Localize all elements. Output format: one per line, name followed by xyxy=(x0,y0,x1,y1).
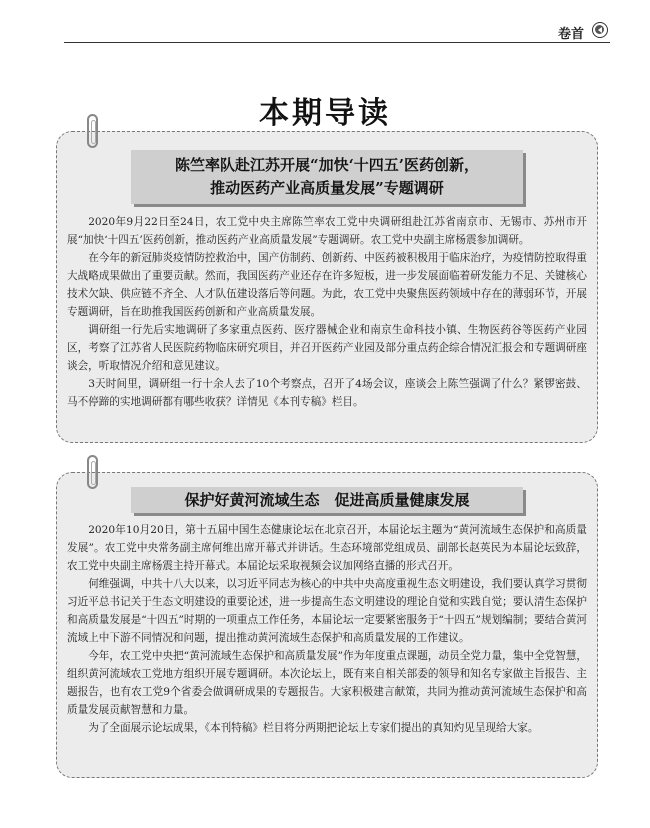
article-1-title xyxy=(131,150,523,204)
article-1-title-line-2: 推动医药产业高质量发展”专题调研 xyxy=(210,179,444,197)
article-2-body xyxy=(67,521,587,737)
article-card-2 xyxy=(56,472,598,778)
page-title: 本期导读 xyxy=(259,96,391,131)
section-label: 卷首 xyxy=(557,27,584,42)
article-2-title: 保护好黄河流域生态 促进高质量健康发展 xyxy=(131,487,523,513)
article-2-paragraph: 今年，农工党中央把“黄河流域生态保护和高质量发展”作为年度重点课题，动员全党力量，集中全党智慧，组织黄河流域农工党地方组织开展专题调研。本次论坛上，既有来自相关部委的领导和知名专家做主旨报告、主题报告，也有农工党9个省委会做调研成果的专题报告。大家积极建言献策，共同为推动黄河流域生态保护和高质量发展贡献智慧和力量。 xyxy=(67,650,587,716)
article-2-paragraph: 2020年10月20日，第十五届中国生态健康论坛在北京召开，本届论坛主题为“黄河流域生态保护和高质量发展”。农工党中央常务副主席何维出席开幕式并讲话。生态环境部党组成员、副部长赵英民为本届论坛致辞，农工党中央副主席杨震主持开幕式。本届论坛采取视频会议加网络直播的形式召开。 xyxy=(67,524,587,572)
paperclip-icon xyxy=(87,114,98,148)
article-2-paragraph: 为了全面展示论坛成果，《本刊特稿》栏目将分两期把论坛上专家们提出的真知灼见呈现给大家。 xyxy=(88,722,539,734)
article-1-body xyxy=(67,213,587,411)
article-1-paragraph: 2020年9月22日至24日，农工党中央主席陈竺率农工党中央调研组赴江苏省南京市、无锡市、苏州市开展“加快‘十四五’医药创新，推动医药产业高质量发展”专题调研。农工党中央副主席杨震参加调研。 xyxy=(67,216,587,246)
article-1-paragraph: 在今年的新冠肺炎疫情防控救治中，国产仿制药、创新药、中医药被积极用于临床治疗，为疫情防控取得重大战略成果做出了重要贡献。然而，我国医药产业还存在许多短板，进一步发展面临着研发能力不足、关键核心技术欠缺、供应链不齐全、人才队伍建设落后等问题。为此，农工党中央聚焦医药领域中存在的薄弱环节，开展专题调研，旨在助推我国医药创新和产业高质量发展。 xyxy=(67,252,587,318)
article-1-title-line-1: 陈竺率队赴江苏开展“加快‘十四五’医药创新， xyxy=(174,156,480,174)
article-1-paragraph: 3天时间里，调研组一行十余人去了10个考察点，召开了4场会议，座谈会上陈竺强调了什么？紧锣密鼓、马不停蹄的实地调研都有哪些收获？详情见《本刊专稿》栏目。 xyxy=(67,378,587,408)
page-header xyxy=(64,22,610,43)
article-2-paragraph: 何维强调，中共十八大以来，以习近平同志为核心的中共中央高度重视生态文明建设，我们要认真学习贯彻习近平总书记关于生态文明建设的重要论述，进一步提高生态文明建设的理论自觉和实践自觉；要认清生态保护和高质量发展是“十四五”时期的一项重点工作任务，本届论坛一定要紧密服务于“十四五”规划编制；要结合黄河流域上中下游不同情况和问题，提出推动黄河流域生态保护和高质量发展的工作建议。 xyxy=(67,578,587,644)
paperclip-icon xyxy=(87,455,98,489)
article-1-paragraph: 调研组一行先后实地调研了多家重点医药、医疗器械企业和南京生命科技小镇、生物医药谷等医药产业园区，考察了江苏省人民医院药物临床研究项目，并召开医药产业园及部分重点药企综合情况汇报会和专题调研座谈会，听取情况介绍和意见建议。 xyxy=(67,324,587,372)
circle-arrow-left-icon xyxy=(592,22,608,38)
article-card-1 xyxy=(56,131,598,443)
